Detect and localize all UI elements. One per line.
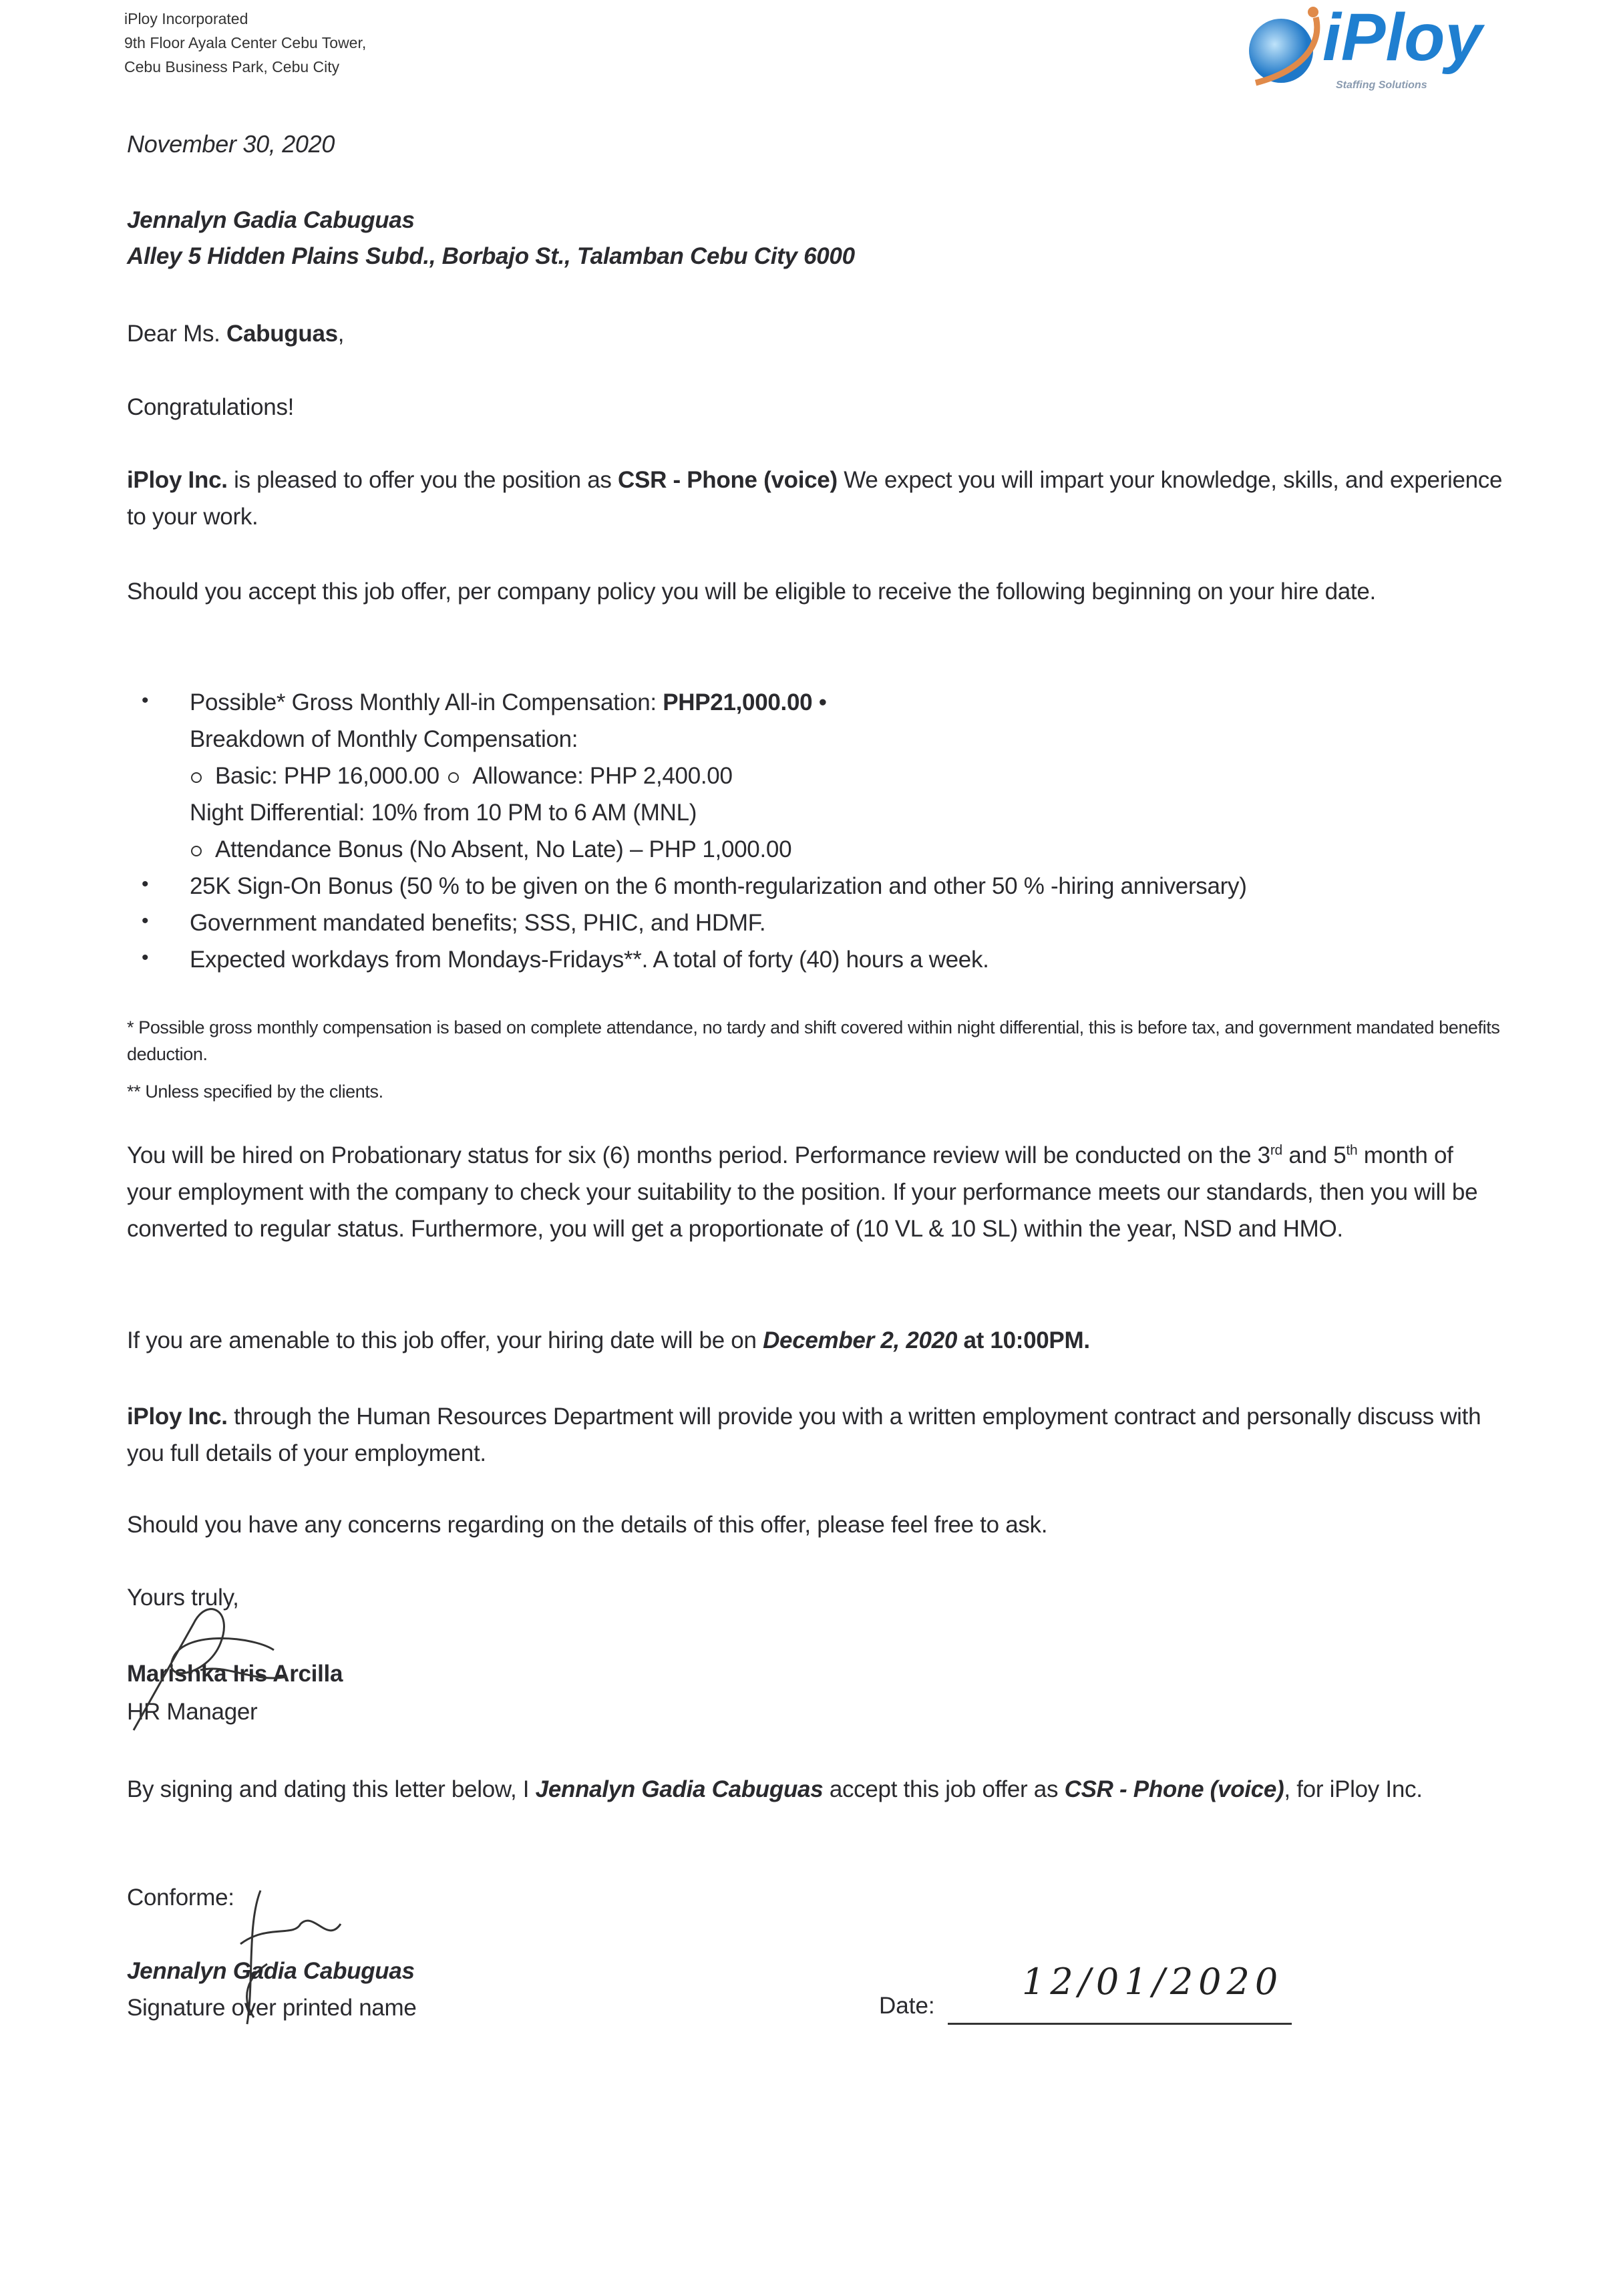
list-item: Government mandated benefits; SSS, PHIC, and HDMF.	[190, 910, 766, 936]
list-item: Night Differential: 10% from 10 PM to 6 AM (MNL)	[190, 800, 697, 826]
superscript: th	[1346, 1142, 1358, 1158]
acceptance-paragraph	[127, 1771, 1503, 1808]
text: If you are amenable to this job offer, your hiring date will be on	[127, 1327, 763, 1353]
congratulations: Congratulations!	[127, 394, 295, 420]
conforme-label: Conforme:	[127, 1884, 234, 1911]
bullet: •	[142, 910, 149, 932]
salutation	[127, 315, 1503, 352]
address-line-1: 9th Floor Ayala Center Cebu Tower,	[124, 34, 367, 51]
list-item	[191, 758, 1567, 794]
recipient-name: Jennalyn Gadia Cabuguas	[127, 207, 415, 233]
text: and 5	[1282, 1142, 1347, 1168]
text: Allowance: PHP 2,400.00	[472, 763, 733, 789]
concerns-paragraph: Should you have any concerns regarding on the details of this offer, please feel free to ask.	[127, 1512, 1048, 1538]
company-name: iPloy Incorporated	[124, 10, 248, 27]
salutation-prefix: Dear Ms.	[127, 321, 226, 347]
salutation-suffix: ,	[337, 321, 345, 347]
signatory-name: Marishka Iris Arcilla	[127, 1661, 343, 1687]
text: •	[812, 689, 827, 715]
circle-bullet-icon	[191, 772, 202, 783]
list-item	[191, 831, 1567, 868]
superscript: rd	[1270, 1142, 1282, 1158]
text: , for iPloy Inc.	[1284, 1776, 1423, 1802]
salutation-surname: Cabuguas	[226, 321, 338, 347]
hire-time: at 10:00PM.	[957, 1327, 1090, 1353]
signatory-title: HR Manager	[127, 1699, 258, 1725]
bullet: •	[142, 689, 149, 711]
list-item	[190, 684, 1566, 721]
text: accept this job offer as	[823, 1776, 1065, 1802]
hr-signature	[120, 1583, 321, 1737]
conforme-name: Jennalyn Gadia Cabuguas	[127, 1958, 415, 1984]
position: CSR - Phone (voice)	[618, 467, 838, 493]
probation-paragraph	[127, 1137, 1503, 1247]
valediction: Yours truly,	[127, 1585, 239, 1611]
text: By signing and dating this letter below, I	[127, 1776, 536, 1802]
handwritten-date: 12/01/2020	[1022, 1961, 1284, 2003]
footnote-1: * Possible gross monthly compensation is based on complete attendance, no tardy and shift covered within night differential, this is before tax, and government mandated benefits deduction.	[127, 1017, 1500, 1064]
circle-bullet-icon	[448, 772, 459, 783]
logo-tagline: Staffing Solutions	[1336, 79, 1427, 91]
accepting-name: Jennalyn Gadia Cabuguas	[535, 1776, 824, 1802]
letter-date: November 30, 2020	[127, 130, 335, 158]
company-logo	[1242, 0, 1496, 98]
company-ref: iPloy Inc.	[127, 467, 228, 493]
text: Possible* Gross Monthly All-in Compensation:	[190, 689, 663, 715]
signature-caption: Signature over printed name	[127, 1995, 417, 2021]
text: is pleased to offer you the position as	[227, 467, 618, 493]
list-item: Expected workdays from Mondays-Fridays**. A total of forty (40) hours a week.	[190, 947, 989, 973]
hire-date: December 2, 2020	[763, 1327, 958, 1353]
date-line	[948, 2023, 1292, 2025]
text: month of your employment with the company to check your suitability to the position. If your performance meets our standards, then you will be converted to regular status. Furthermore, you will get a proportionate of (10 VL & 10 SL) within the year, NSD and HMO.	[127, 1142, 1478, 1242]
bullet: •	[142, 873, 149, 895]
bullet: •	[142, 947, 149, 969]
hiring-date-paragraph	[127, 1322, 1503, 1359]
globe-icon	[1242, 4, 1336, 94]
text: through the Human Resources Department will provide you with a written employment contract and personally discuss with you full details of your employment.	[127, 1404, 1481, 1466]
circle-bullet-icon	[191, 846, 202, 856]
list-item: Breakdown of Monthly Compensation:	[190, 726, 578, 752]
offer-paragraph	[127, 462, 1503, 535]
footnote-2: ** Unless specified by the clients.	[127, 1082, 383, 1102]
text: Basic: PHP 16,000.00	[215, 763, 439, 789]
eligibility-paragraph: Should you accept this job offer, per company policy you will be eligible to receive the following beginning on your hire date.	[127, 579, 1376, 605]
company-ref: iPloy Inc.	[127, 1404, 228, 1430]
text: Attendance Bonus (No Absent, No Late) – PHP 1,000.00	[215, 836, 792, 862]
address-line-2: Cebu Business Park, Cebu City	[124, 58, 340, 75]
recipient-address: Alley 5 Hidden Plains Subd., Borbajo St., Talamban Cebu City 6000	[127, 243, 855, 269]
text: You will be hired on Probationary status for six (6) months period. Performance review will be conducted on the 3	[127, 1142, 1270, 1168]
position: CSR - Phone (voice)	[1064, 1776, 1284, 1802]
contract-paragraph	[127, 1398, 1503, 1472]
gross-value: PHP21,000.00	[663, 689, 813, 715]
list-item: 25K Sign-On Bonus (50 % to be given on the 6 month-regularization and other 50 % -hiring anniversary)	[190, 873, 1247, 899]
date-label: Date:	[879, 1993, 935, 2019]
letterhead-address	[124, 7, 366, 79]
text: We expect you will impart your knowledge, skills, and experience to your work.	[127, 467, 1503, 530]
logo-wordmark: iPloy	[1322, 0, 1482, 75]
